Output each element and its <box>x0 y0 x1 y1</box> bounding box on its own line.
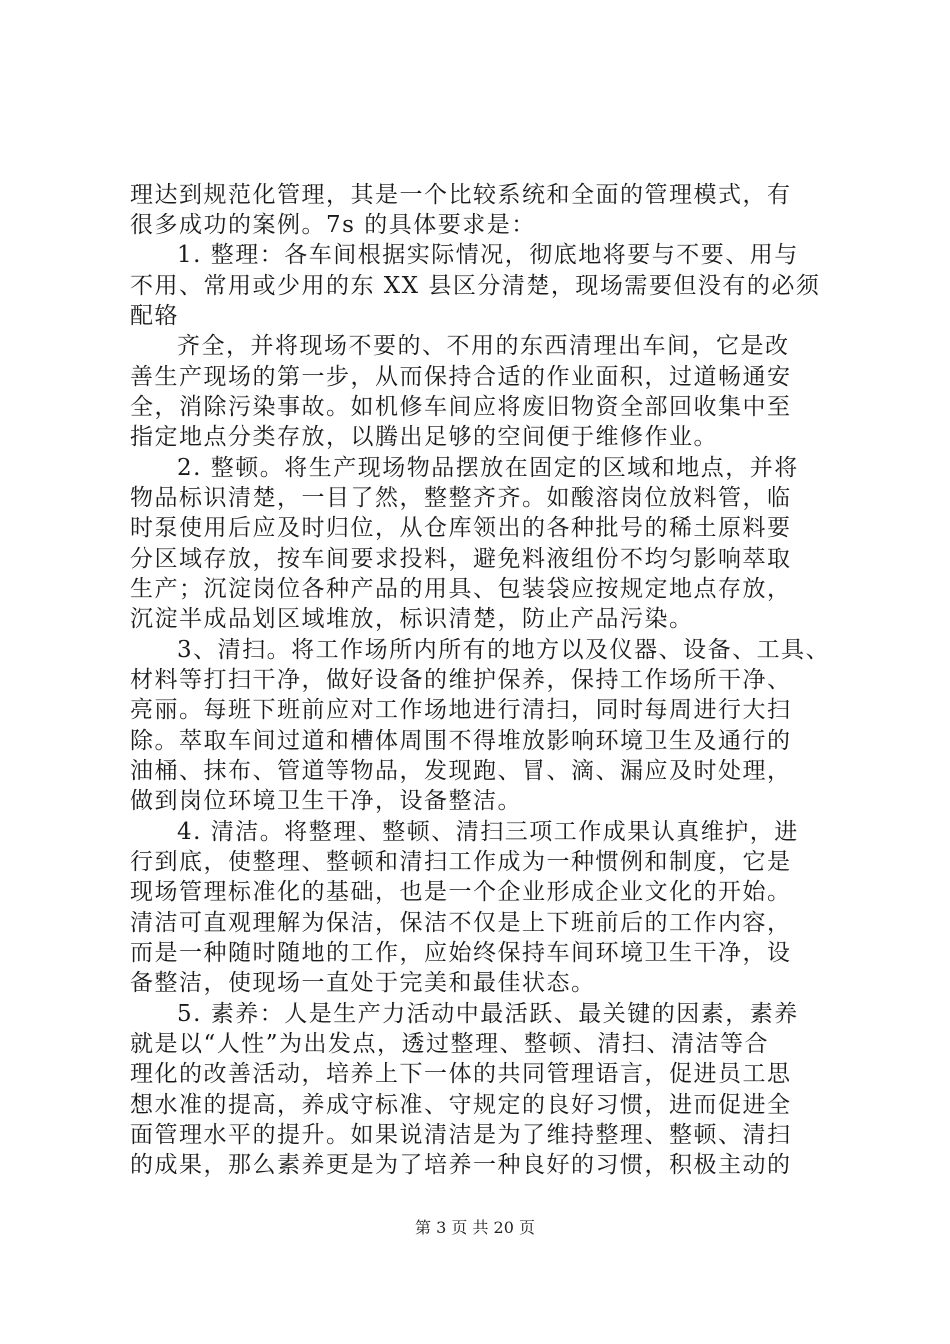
text-line: 物品标识清楚，一目了然，整整齐齐。如酸溶岗位放料管，临 <box>130 485 792 511</box>
text-line: 理化的改善活动，培养上下一体的共同管理语言，促进员工思 <box>130 1061 792 1087</box>
text-line: 的成果，那么素养更是为了培养一种良好的习惯，积极主动的 <box>130 1152 792 1178</box>
text-line: 配辂 <box>130 303 179 329</box>
text-line: 1. 整理：各车间根据实际情况，彻底地将要与不要、用与 <box>177 242 799 268</box>
text-line: 油桶、抹布、管道等物品，发现跑、冒、滴、漏应及时处理， <box>130 758 792 784</box>
text-line: 全，消除污染事故。如机修车间应将废旧物资全部回收集中至 <box>130 394 792 420</box>
text-line: 沉淀半成品划区域堆放，标识清楚，防止产品污染。 <box>130 606 694 632</box>
text-line: 分区域存放，按车间要求投料，避免料液组份不均匀影响萃取 <box>130 546 792 572</box>
text-line: 就是以“人性”为出发点，透过整理、整顿、清扫、清洁等合 <box>130 1031 770 1057</box>
text-line: 2. 整顿。将生产现场物品摆放在固定的区域和地点，并将 <box>177 455 799 481</box>
text-line: 齐全，并将现场不要的、不用的东西清理出车间，它是改 <box>177 333 790 359</box>
text-line: 不用、常用或少用的东 XX 县区分清楚，现场需要但没有的必须 <box>130 273 821 299</box>
text-line: 生产；沉淀岗位各种产品的用具、包装袋应按规定地点存放， <box>130 576 792 602</box>
text-line: 除。萃取车间过道和槽体周围不得堆放影响环境卫生及通行的 <box>130 728 792 754</box>
text-line: 3、清扫。将工作场所内所有的地方以及仪器、设备、工具、 <box>177 637 831 663</box>
text-line: 亮丽。每班下班前应对工作场地进行清扫，同时每周进行大扫 <box>130 697 792 723</box>
text-line: 指定地点分类存放，以腾出足够的空间便于维修作业。 <box>130 424 718 450</box>
text-line: 善生产现场的第一步，从而保持合适的作业面积，过道畅通安 <box>130 364 792 390</box>
text-line: 行到底，使整理、整顿和清扫工作成为一种惯例和制度，它是 <box>130 849 792 875</box>
page-footer: 第 3 页 共 20 页 <box>415 1218 535 1237</box>
text-line: 做到岗位环境卫生干净，设备整洁。 <box>130 788 522 814</box>
text-line: 想水准的提高，养成守标准、守规定的良好习惯，进而促进全 <box>130 1092 792 1118</box>
text-line: 材料等打扫干净，做好设备的维护保养，保持工作场所干净、 <box>130 667 792 693</box>
text-line: 而是一种随时随地的工作，应始终保持车间环境卫生干净，设 <box>130 940 792 966</box>
text-line: 清洁可直观理解为保洁，保洁不仅是上下班前后的工作内容， <box>130 910 792 936</box>
text-line: 备整洁，使现场一直处于完美和最佳状态。 <box>130 970 596 996</box>
text-line: 4. 清洁。将整理、整顿、清扫三项工作成果认真维护，进 <box>177 819 799 845</box>
text-line: 时泵使用后应及时归位，从仓库领出的各种批号的稀土原料要 <box>130 515 792 541</box>
text-line: 面管理水平的提升。如果说清洁是为了维持整理、整顿、清扫 <box>130 1122 792 1148</box>
text-line: 5. 素养：人是生产力活动中最活跃、最关键的因素，素养 <box>177 1001 799 1027</box>
text-line: 很多成功的案例。7s 的具体要求是： <box>130 212 536 238</box>
text-line: 理达到规范化管理，其是一个比较系统和全面的管理模式，有 <box>130 182 792 208</box>
text-line: 现场管理标准化的基础，也是一个企业形成企业文化的开始。 <box>130 879 792 905</box>
